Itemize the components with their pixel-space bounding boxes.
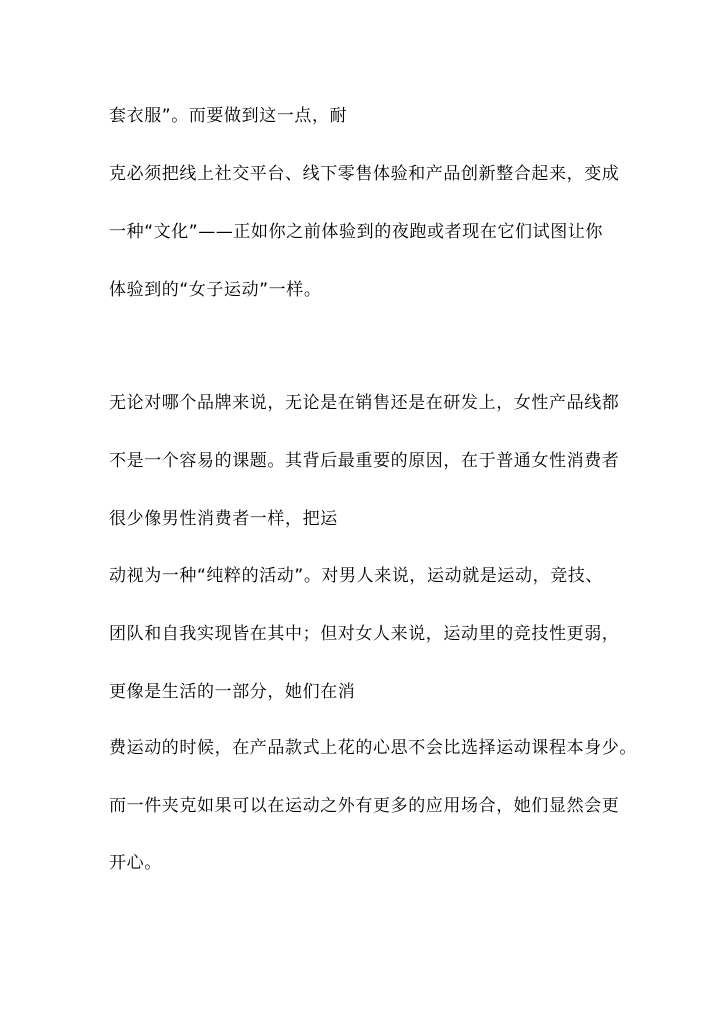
paragraph-2-line-1: 无论对哪个品牌来说，无论是在销售还是在研发上，女性产品线都 (109, 393, 620, 413)
paragraph-2-line-4: 动视为一种“纯粹的活动”。对男人来说，运动就是运动，竞技、 (109, 566, 604, 586)
paragraph-2-line-8: 而一件夹克如果可以在运动之外有更多的应用场合，她们显然会更 (109, 796, 620, 816)
paragraph-2-line-2: 不是一个容易的课题。其背后最重要的原因，在于普通女性消费者 (109, 451, 620, 471)
paragraph-1-line-3: 一种“文化”——正如你之前体验到的夜跑或者现在它们试图让你 (109, 222, 604, 242)
paragraph-2-line-6: 更像是生活的一部分，她们在消 (109, 682, 356, 702)
paragraph-2-line-3: 很少像男性消费者一样，把运 (109, 509, 338, 529)
paragraph-2-line-5: 团队和自我实现皆在其中；但对女人来说，运动里的竞技性更弱， (109, 624, 620, 644)
paragraph-1-line-4: 体验到的“女子运动”一样。 (109, 280, 322, 300)
paragraph-1-line-1: 套衣服”。而要做到这一点，耐 (109, 106, 348, 126)
paragraph-2-line-9: 开心。 (109, 853, 162, 873)
paragraph-2-line-7: 费运动的时候，在产品款式上花的心思不会比选择运动课程本身少。 (109, 738, 637, 758)
paragraph-1-line-2: 克必须把线上社交平台、线下零售体验和产品创新整合起来，变成 (109, 164, 620, 184)
